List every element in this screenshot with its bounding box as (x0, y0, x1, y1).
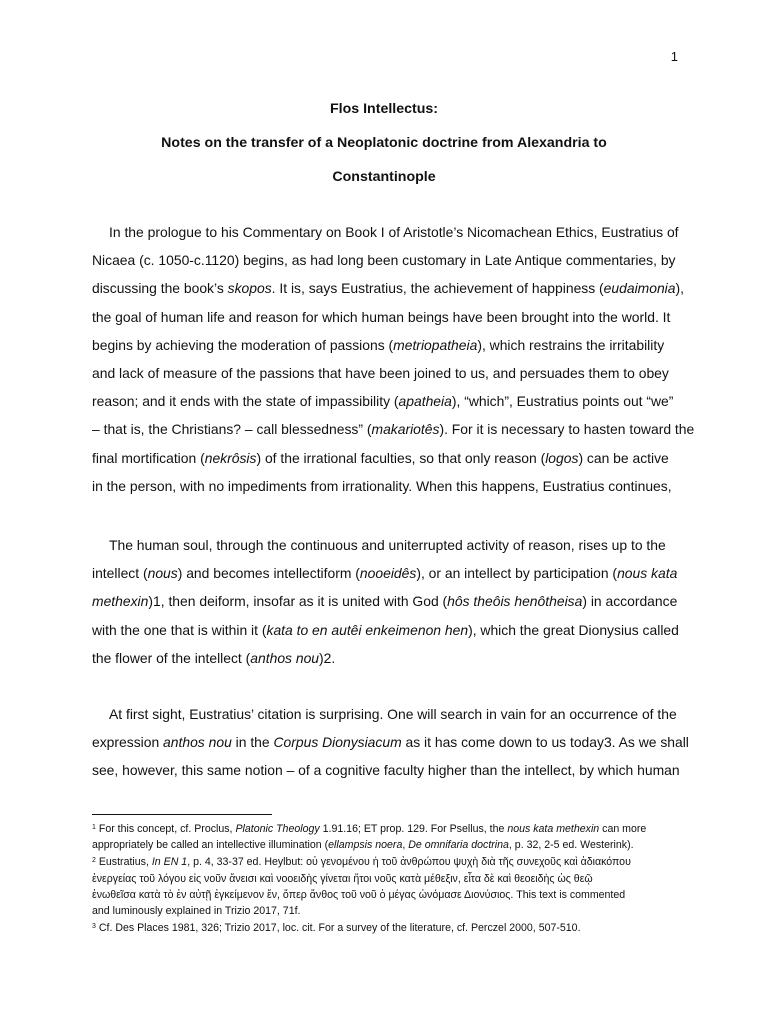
footnote-2-cont: and luminously explained in Trizio 2017, 71f. (92, 905, 301, 918)
footnote-1-cont: appropriately be called an intellective illumination (ellampsis noera, De omnifaria doctrina, p. 32, 2-5 ed. Westerink). (92, 839, 634, 852)
footnotes (92, 820, 682, 936)
text-line: see, however, this same notion – of a cognitive faculty higher than the intellect, by which human (92, 762, 680, 779)
text-line: with the one that is within it (kata to en autêi enkeimenon hen), which the great Dionysius called (92, 621, 679, 638)
text-line: Nicaea (c. 1050-c.1120) begins, as had long been customary in Late Antique commentaries, by (92, 252, 676, 269)
text-line: methexin)1, then deiform, insofar as it is united with God (hôs theôis henôtheisa) in accordance (92, 593, 678, 610)
text-line: expression anthos nou in the Corpus Dionysiacum as it has come down to us today3. As we shall (92, 734, 689, 751)
text-line: reason; and it ends with the state of impassibility (apatheia), “which”, Eustratius points out “we” (92, 393, 674, 410)
paragraph-prologue (92, 218, 695, 500)
footnote-2-cont: ἑνωθεῖσα κατὰ τὸ ἐν αὐτῇ ἐγκείμενον ἕν, ὅπερ ἄνθος τοῦ νοῦ ὁ μέγας ὠνόμασε Διονύσιος. This text is commented (92, 888, 626, 901)
text-line: At first sight, Eustratius’ citation is surprising. One will search in vain for an occurrence of the (109, 706, 677, 722)
text-line: the flower of the intellect (anthos nou)2. (92, 649, 336, 666)
text-line: intellect (nous) and becomes intellectiform (nooeidês), or an intellect by participation (nous kata (92, 565, 678, 582)
text-line: discussing the book’s skopos. It is, says Eustratius, the achievement of happiness (eudaimonia), (92, 280, 684, 297)
text-line: in the person, with no impediments from irrationality. When this happens, Eustratius continues, (92, 477, 672, 494)
page-number: 1 (670, 49, 678, 64)
text-line: In the prologue to his Commentary on Book I of Aristotle’s Nicomachean Ethics, Eustratius of (109, 224, 679, 240)
block-quotation (92, 531, 680, 672)
title-line-2: Notes on the transfer of a Neoplatonic doctrine from Alexandria to (161, 135, 607, 151)
footnote-1: $^1$ For this concept, cf. Proclus, Platonic Theology 1.91.16; ET prop. 129. For Psellus, the nous kata methexin can more (92, 823, 647, 835)
footnote-2: $^2$ Eustratius, In EN 1, p. 4, 33-37 ed. Heylbut: οὐ γενομένου ἡ τοῦ ἀνθρώπου ψυχὴ διὰ τῆς συνεχοῦς καὶ ἀδιακόπου (92, 856, 631, 869)
footnote-2-cont: ἐνεργείας τοῦ λόγου εἰς νοῦν ἄνεισι καὶ νοοειδὴς γίνεται ἤτοι νοῦς κατὰ μέθεξιν, εἶτα δὲ καὶ θεοειδὴς ὡς θεῷ (92, 872, 593, 885)
title-line-1: Flos Intellectus: (330, 101, 438, 117)
text-line: final mortification (nekrôsis) of the irrational faculties, so that only reason (logos) can be active (92, 449, 669, 466)
document-title (92, 92, 676, 194)
title-line-3: Constantinople (332, 169, 436, 185)
text-line: begins by achieving the moderation of passions (metriopatheia), which restrains the irritability (92, 336, 665, 353)
footnote-separator (92, 814, 272, 815)
text-line: – that is, the Christians? – call blessedness” (makariotês). For it is necessary to hasten toward the (92, 421, 695, 438)
footnote-3: $^3$ Cf. Des Places 1981, 326; Trizio 2017, loc. cit. For a survey of the literature, cf. Perczel 2000, 507-510. (92, 922, 581, 935)
text-line: and lack of measure of the passions that have been joined to us, and persuades them to obey (92, 365, 669, 382)
paragraph-citation (92, 700, 689, 785)
text-line: The human soul, through the continuous and uniterrupted activity of reason, rises up to the (109, 537, 666, 553)
text-line: the goal of human life and reason for which human beings have been brought into the world. It (92, 308, 671, 325)
